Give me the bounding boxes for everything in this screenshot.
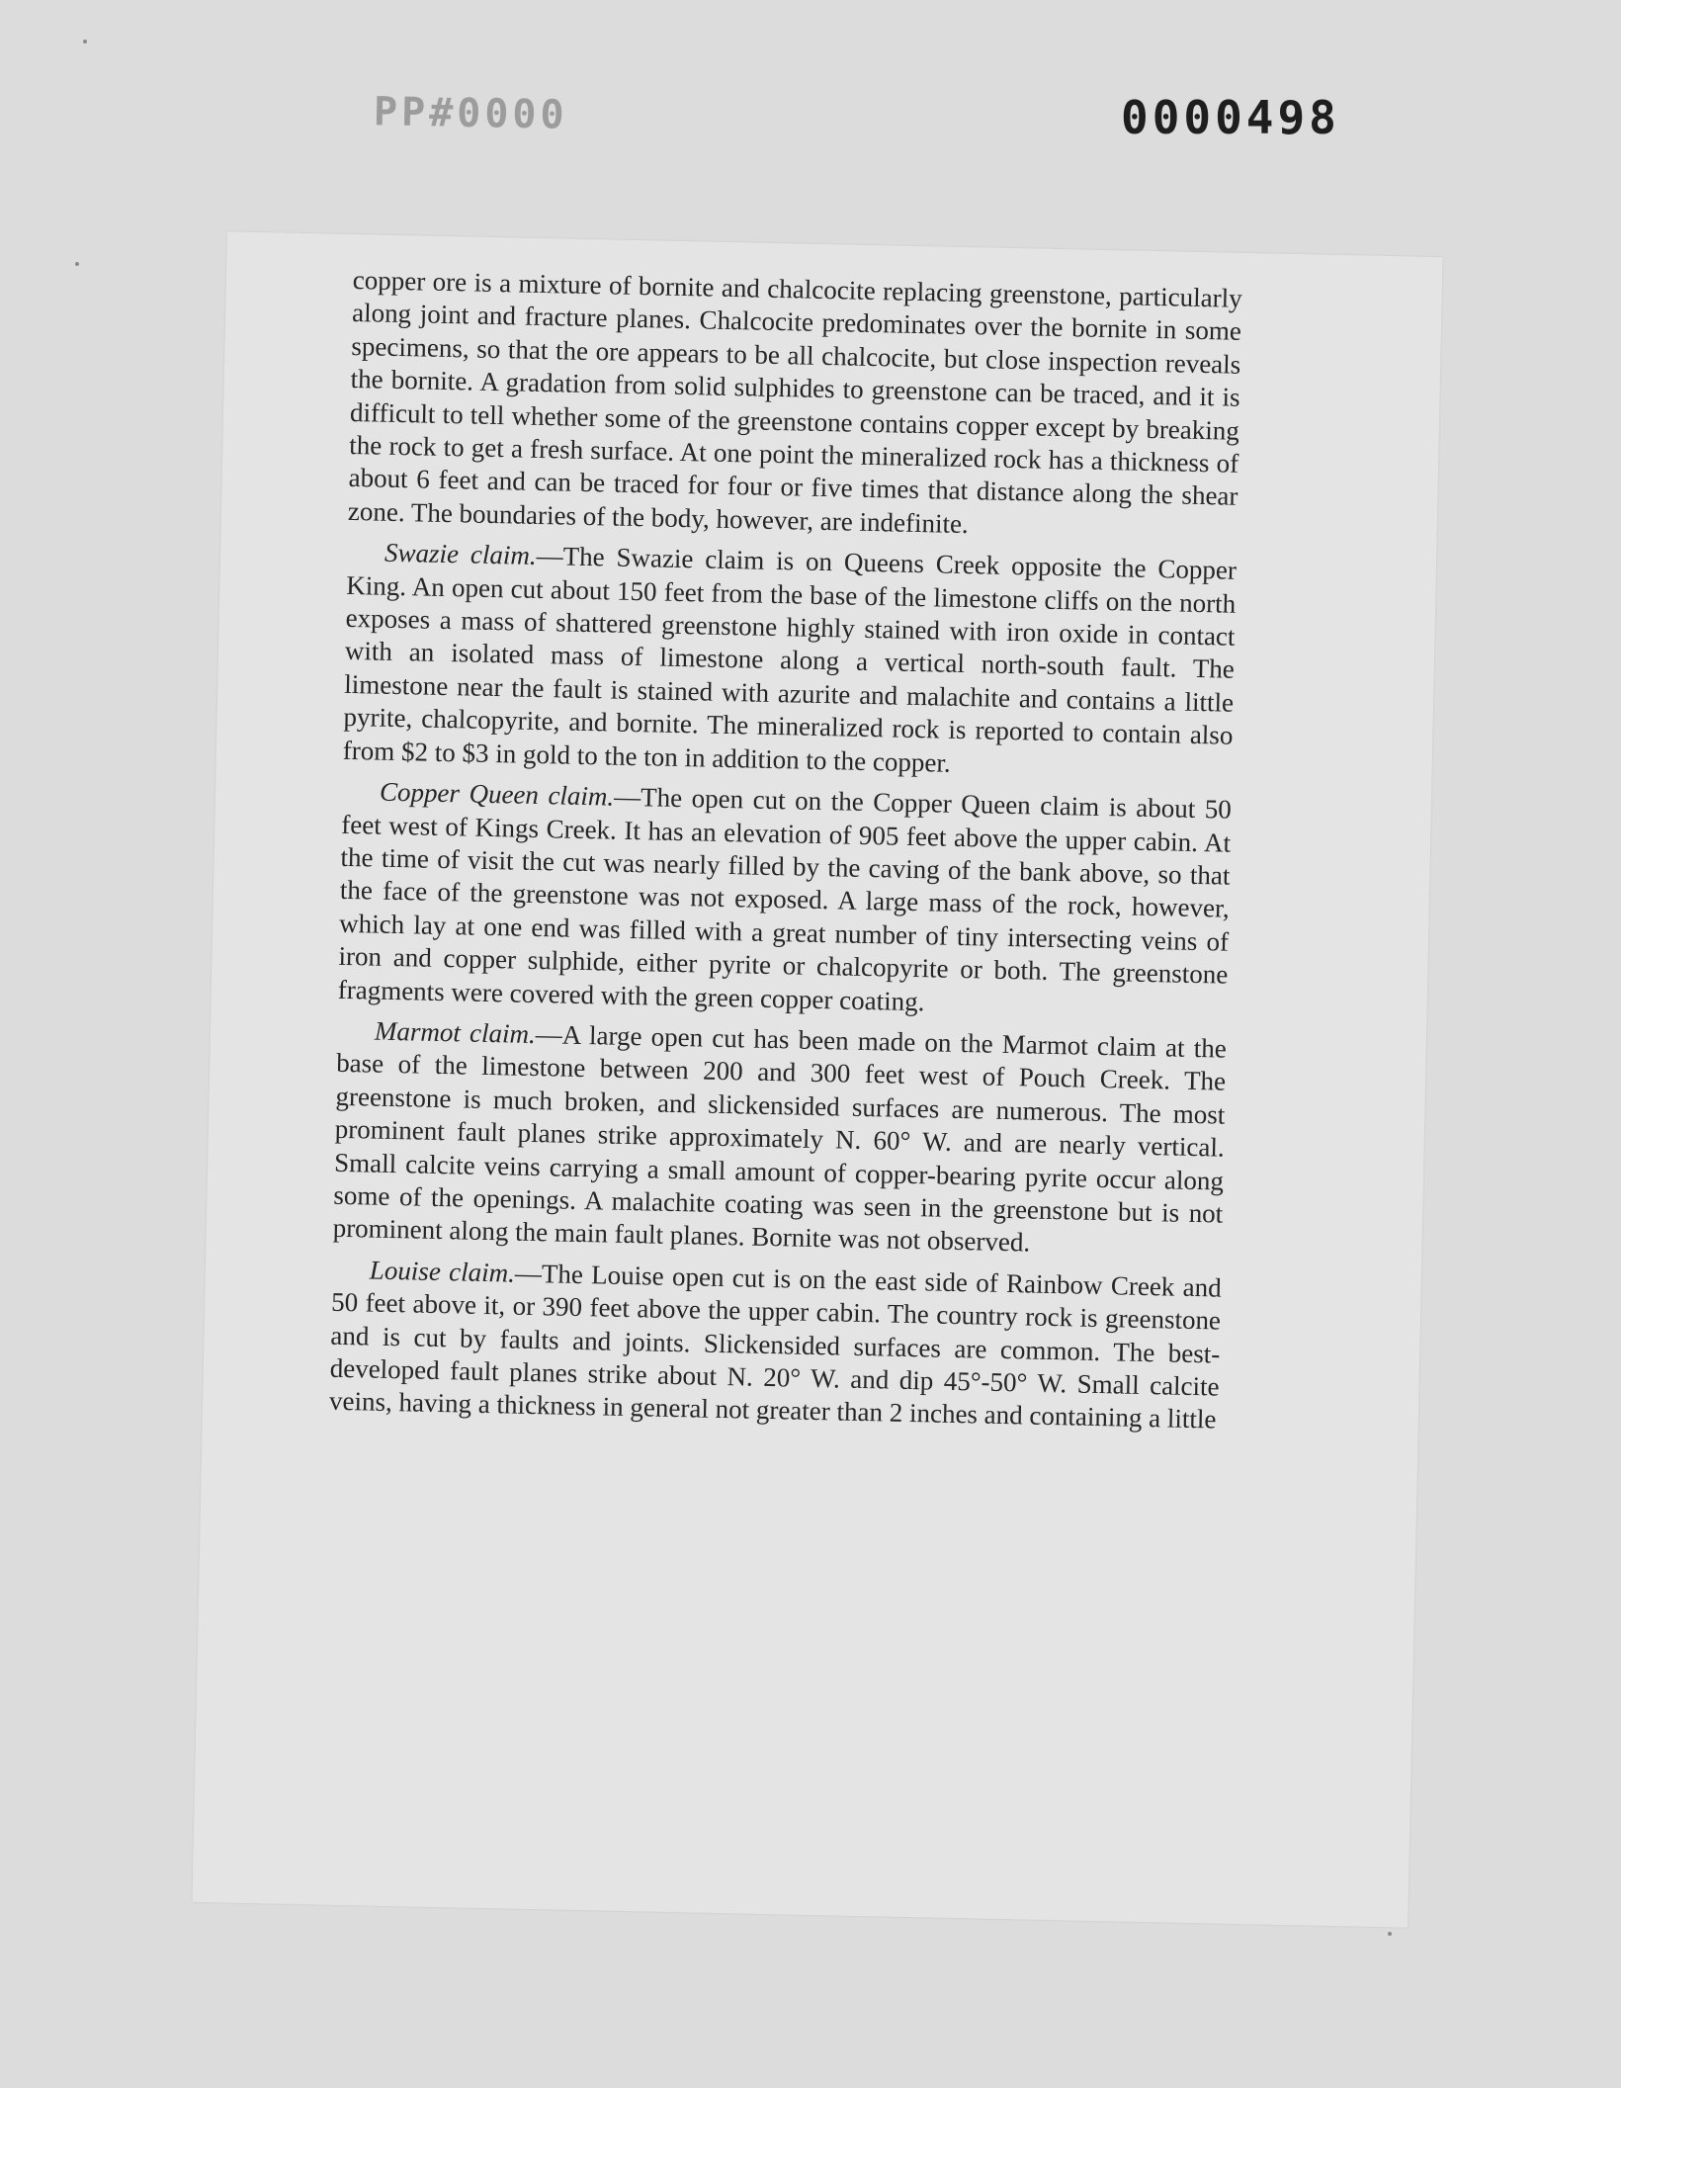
paragraph-copper-queen-claim: [337, 775, 1232, 1025]
claim-heading: Marmot claim.: [374, 1015, 537, 1049]
claim-heading: Copper Queen claim.: [379, 776, 615, 812]
edge-mark: [1388, 1932, 1392, 1936]
claim-heading: Swazie claim.: [384, 537, 537, 571]
paragraph-continued: [348, 264, 1242, 547]
claim-heading: Louise claim.: [369, 1255, 516, 1288]
paragraph-marmot-claim: [332, 1014, 1227, 1264]
paragraph-text: —The Swazie claim is on Queens Creek opposite the Copper King. An open cut about 150 feet from the base of the limestone cliffs on the north exposes a mass of shattered greenstone highly stained with iron oxide in contact with an isolated mass of limestone along a vertical north-south fault. The limestone near the fault is stained with azurite and malachite and contains a little pyrite, chalcopyrite, and bornite. The mineralized rock is reported to contain also from $2 to $3 in gold to the ton in addition to the copper.: [342, 541, 1238, 778]
paragraph-text: —The open cut on the Copper Queen claim is about 50 feet west of Kings Creek. It has an elevation of 905 feet above the upper cabin. At the time of visit the cut was nearly filled by the caving of the bank above, so that the face of the greenstone was not exposed. A large mass of the rock, however, which lay at one end was filled with a great number of tiny intersecting veins of iron and copper sulphide, either pyrite or chalcopyrite or both. The greenstone fragments were covered with the green copper coating.: [337, 781, 1233, 1016]
paragraph-text: —A large open cut has been made on the Marmot claim at the base of the limestone between 200 and 300 feet west of Pouch Creek. The greenstone is much broken, and slickensided surfaces are numerous. The most prominent fault planes strike approximately N. 60° W. and are nearly vertical. Small calcite veins carrying a small amount of copper-bearing pyrite occur along some of the openings. A malachite coating was seen in the greenstone but is not prominent along the main fault planes. Bornite was not observed.: [332, 1018, 1228, 1258]
edge-mark: [75, 262, 79, 266]
edge-mark: [83, 40, 87, 44]
batch-stamp: PP#0000: [373, 89, 568, 138]
paragraph-text: —The Louise open cut is on the east side of Rainbow Creek and 50 feet above it, or 390 feet above the upper cabin. The country rock is greenstone and is cut by faults and joints. Slickensided surfaces are common. The best-developed fault planes strike about N. 20° W. and dip 45°-50° W. Small calcite veins, having a thickness in general not greater than 2 inches and containing a little: [328, 1258, 1222, 1435]
paragraph-text: copper ore is a mixture of bornite and chalcocite replacing greenstone, particularly along joint and fracture planes. Chalcocite predominates over the bornite in some specimens, so that the ore appears to be all chalcocite, but close inspection reveals the bornite. A gradation from solid sulphides to greenstone can be traced, and it is difficult to tell whether some of the greenstone contains copper except by breaking the rock to get a fresh surface. At one point the mineralized rock has a thickness of about 6 feet and can be traced for four or five times that distance along the shear zone. The boundaries of the body, however, are indefinite.: [347, 264, 1242, 539]
page-number-stamp: 0000498: [1121, 91, 1340, 144]
paragraph-swazie-claim: [343, 536, 1238, 786]
body-text: [329, 264, 1242, 1436]
document-page: [192, 231, 1442, 1927]
paragraph-louise-claim: [329, 1254, 1222, 1437]
